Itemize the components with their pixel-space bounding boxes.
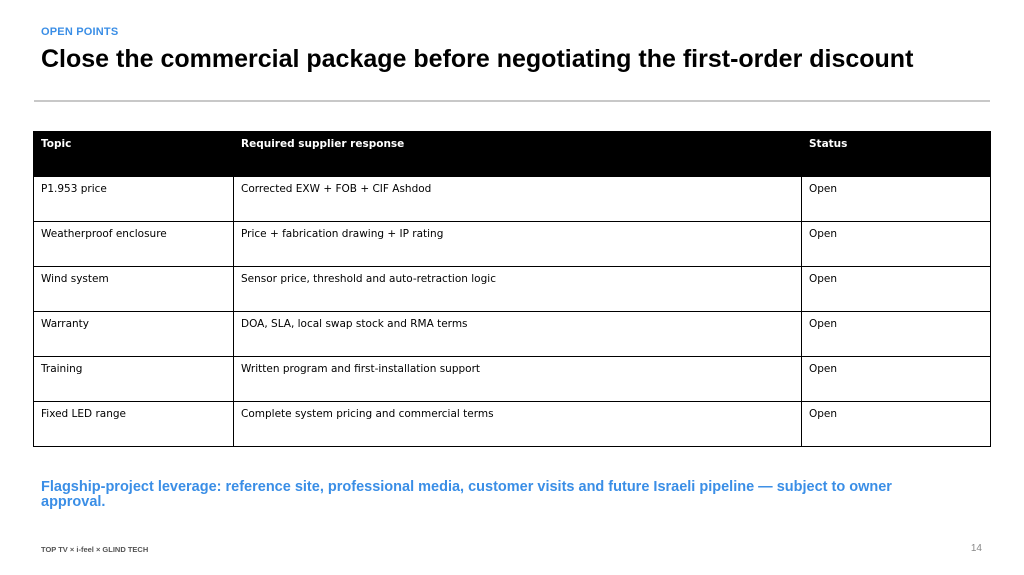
section-eyebrow: OPEN POINTS — [41, 26, 119, 38]
status-cell: Open — [802, 357, 991, 402]
topic-cell: Training — [34, 357, 234, 402]
topic-cell: Weatherproof enclosure — [34, 222, 234, 267]
topic-cell: Warranty — [34, 312, 234, 357]
column-header-response: Required supplier response — [234, 132, 802, 177]
response-cell: Corrected EXW + FOB + CIF Ashdod — [234, 177, 802, 222]
table-row — [34, 222, 991, 267]
title-divider — [34, 100, 990, 102]
table-row — [34, 267, 991, 312]
topic-cell: P1.953 price — [34, 177, 234, 222]
response-cell: Sensor price, threshold and auto-retraction logic — [234, 267, 802, 312]
response-cell: Price + fabrication drawing + IP rating — [234, 222, 802, 267]
status-cell: Open — [802, 267, 991, 312]
footer-partners: TOP TV × i-feel × GLIND TECH — [41, 545, 149, 554]
table-row — [34, 357, 991, 402]
table-row — [34, 402, 991, 447]
status-cell: Open — [802, 402, 991, 447]
open-points-table — [33, 131, 991, 447]
column-header-status: Status — [802, 132, 991, 177]
status-cell: Open — [802, 222, 991, 267]
column-header-topic: Topic — [34, 132, 234, 177]
page-title: Close the commercial package before negotiating the first-order discount — [41, 45, 914, 73]
topic-cell: Fixed LED range — [34, 402, 234, 447]
table-row — [34, 177, 991, 222]
response-cell: Written program and first-installation support — [234, 357, 802, 402]
page-number: 14 — [970, 543, 982, 554]
table-header-row — [34, 132, 991, 177]
leverage-callout: Flagship-project leverage: reference site, professional media, customer visits and future Israeli pipeline — subject to owner approval. — [41, 479, 892, 510]
topic-cell: Wind system — [34, 267, 234, 312]
response-cell: DOA, SLA, local swap stock and RMA terms — [234, 312, 802, 357]
response-cell: Complete system pricing and commercial terms — [234, 402, 802, 447]
table-row — [34, 312, 991, 357]
status-cell: Open — [802, 312, 991, 357]
status-cell: Open — [802, 177, 991, 222]
